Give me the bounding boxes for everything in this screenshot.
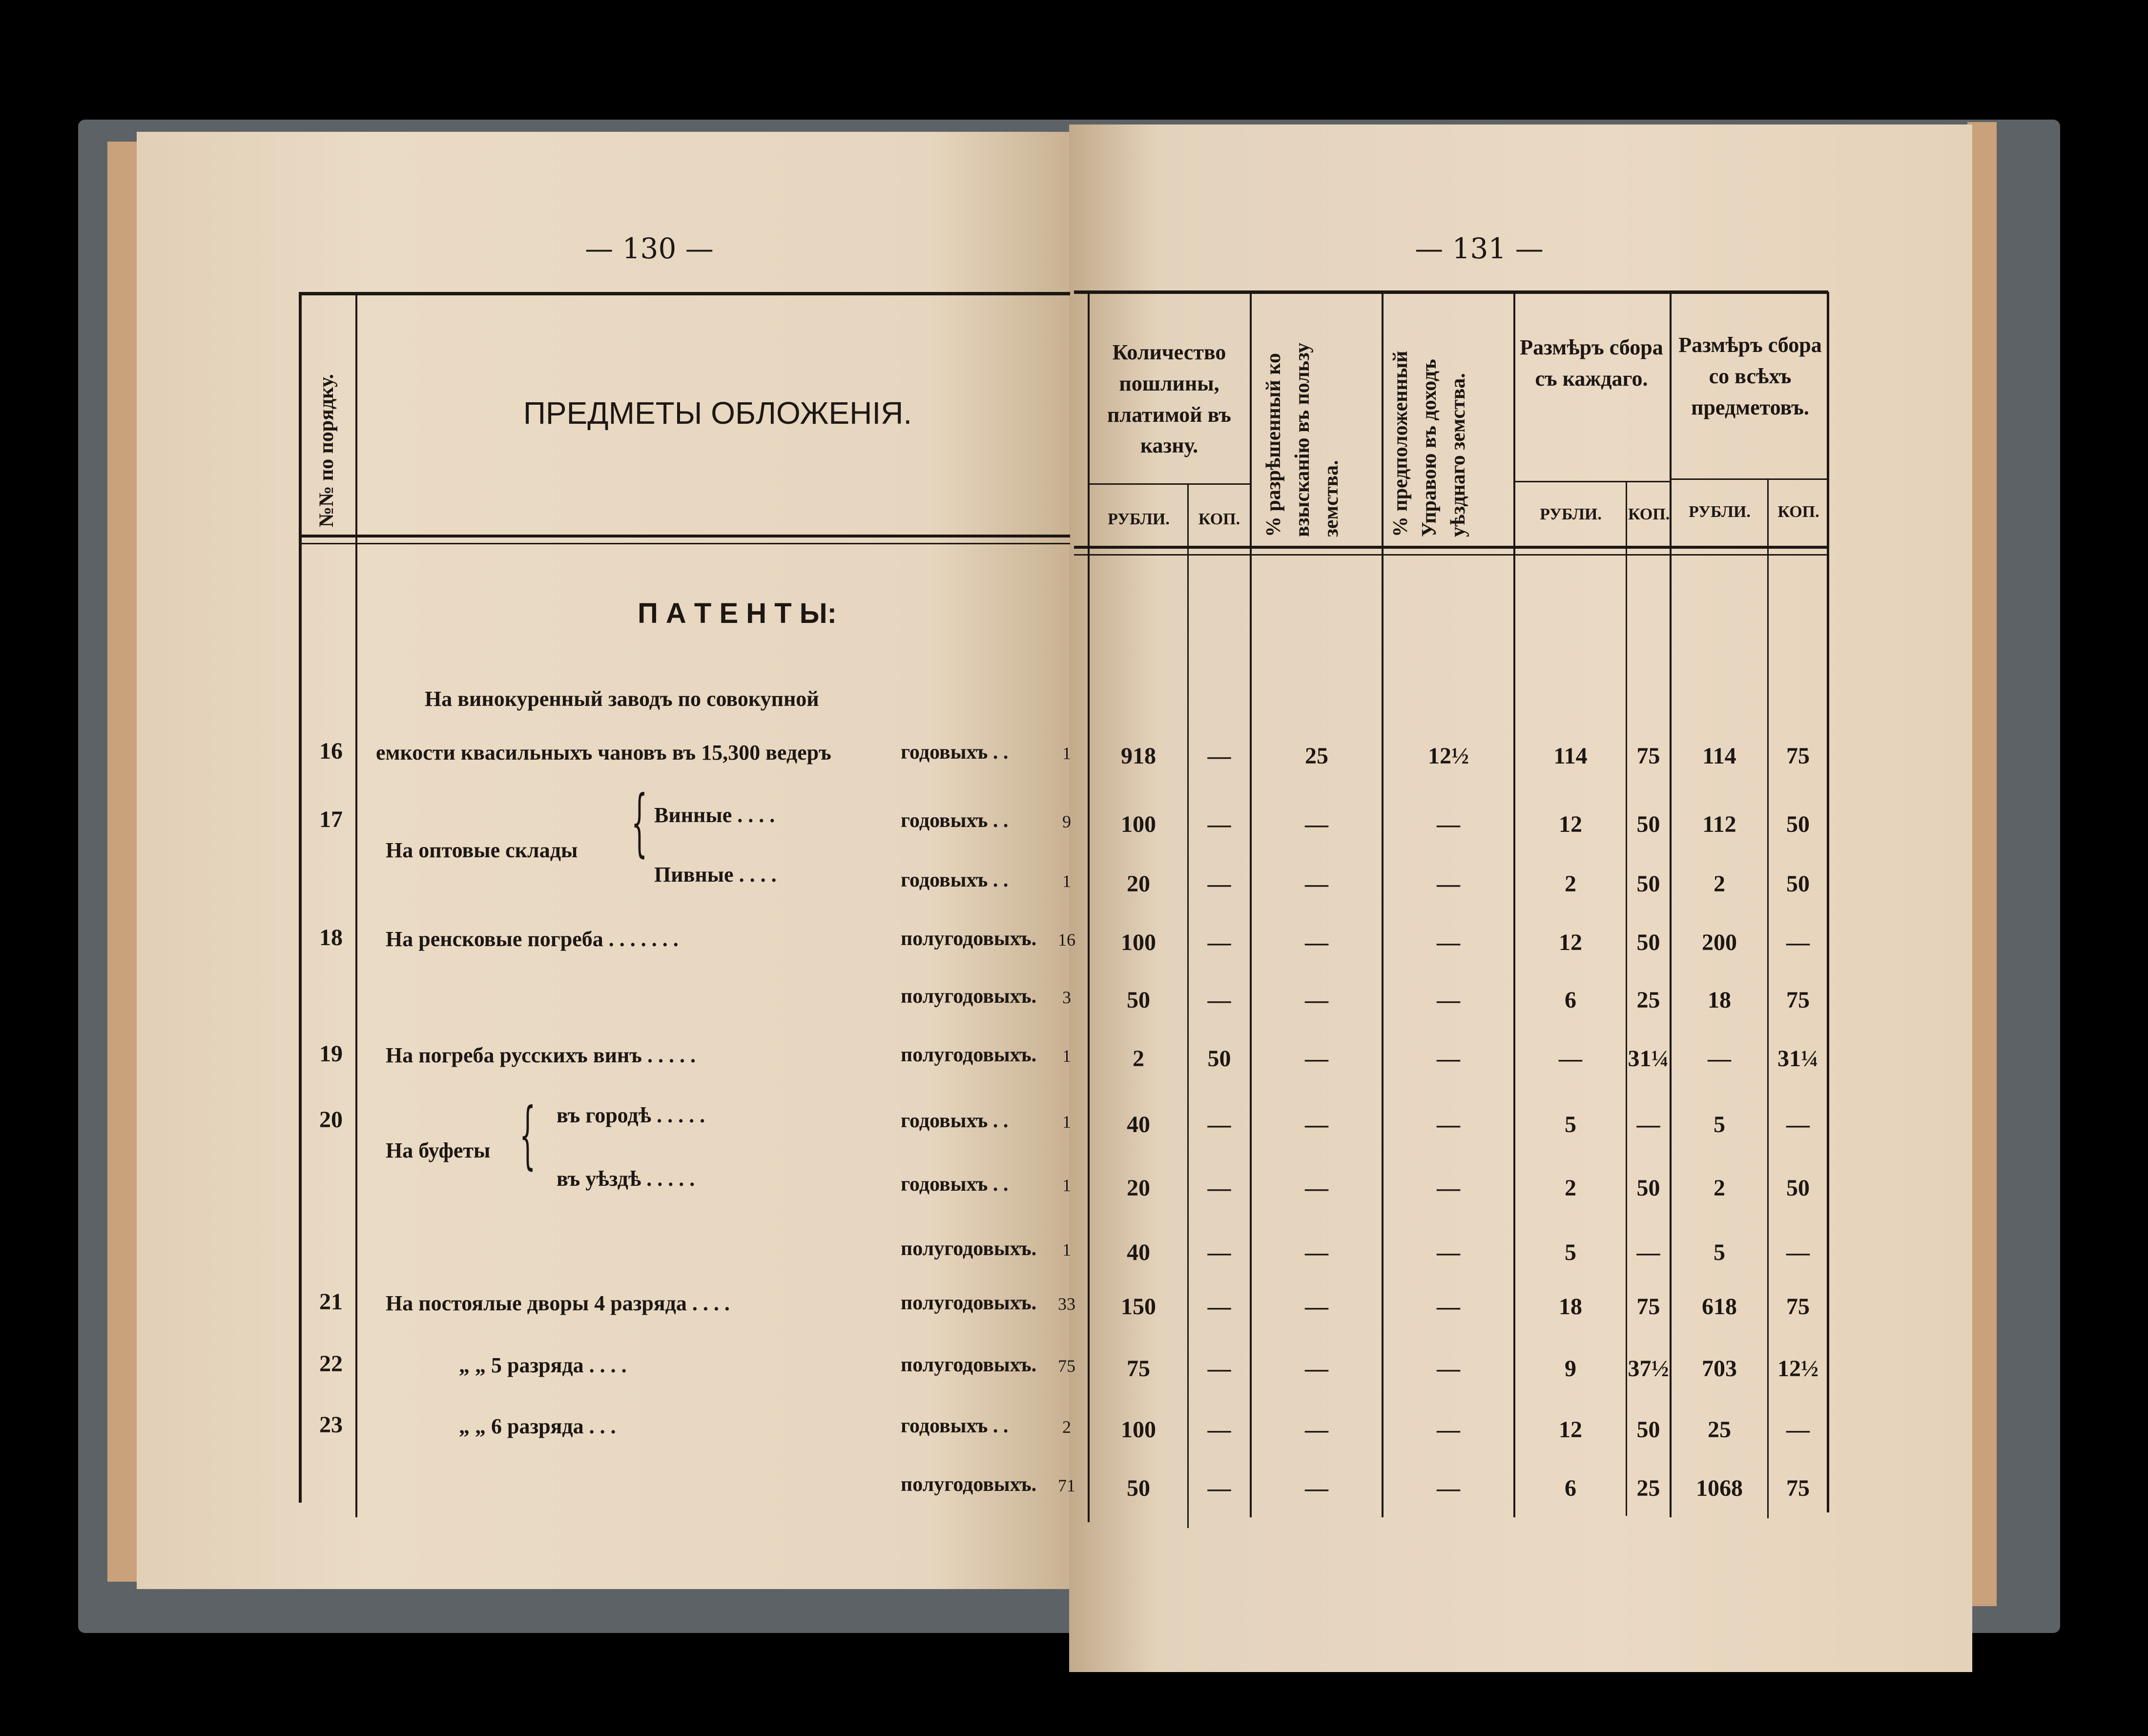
cell-all-rub: 200 <box>1702 930 1737 955</box>
cell-duty-kop: 50 <box>1207 1046 1231 1072</box>
cell-all-rub: 25 <box>1708 1417 1731 1443</box>
cell-each-kop: 50 <box>1636 871 1660 897</box>
cell-count: 3 <box>1062 988 1071 1007</box>
cell-all-kop: 75 <box>1786 987 1810 1013</box>
cell-count: 1 <box>1062 1176 1071 1195</box>
cell-pct2: — <box>1437 1112 1460 1137</box>
cell-all-kop: — <box>1786 930 1810 955</box>
cell-each-kop: 50 <box>1636 1175 1660 1201</box>
cell-pct1: — <box>1305 1294 1328 1320</box>
row-number: 21 <box>319 1289 343 1315</box>
period-label: годовыхъ . . <box>901 1415 1009 1437</box>
cell-each-rub: 12 <box>1559 811 1582 837</box>
cell-all-rub: 1068 <box>1696 1475 1743 1501</box>
cell-each-rub: — <box>1559 1046 1582 1072</box>
cell-pct2: — <box>1437 1046 1460 1072</box>
cell-each-kop: 31¼ <box>1628 1046 1669 1072</box>
left-table-top-rule <box>299 292 1070 295</box>
cell-all-kop: 75 <box>1786 1475 1810 1501</box>
cell-duty-kop: — <box>1207 930 1231 955</box>
cell-duty-rub: 150 <box>1121 1294 1156 1320</box>
row-number: 20 <box>319 1107 343 1133</box>
cell-all-kop: 75 <box>1786 743 1810 769</box>
cell-each-kop: 50 <box>1636 1417 1660 1443</box>
cell-duty-rub: 50 <box>1127 987 1150 1013</box>
cell-duty-kop: — <box>1207 743 1231 769</box>
cell-count: 33 <box>1058 1294 1075 1314</box>
cell-duty-kop: — <box>1207 811 1231 837</box>
item-label: На ренсковые погреба . . . . . . . <box>386 927 679 951</box>
header-all: Размѣръ сбора со всѣхъ предметовъ. <box>1678 333 1822 419</box>
cell-count: 9 <box>1062 812 1071 831</box>
item-label: На оптовые склады <box>386 838 578 862</box>
cell-duty-rub: 100 <box>1121 930 1156 955</box>
cell-each-kop: 25 <box>1636 1475 1660 1501</box>
cell-duty-rub: 2 <box>1133 1046 1144 1072</box>
period-label: годовыхъ . . <box>901 869 1009 891</box>
item-sublabel: въ городѣ . . . . . <box>557 1103 705 1127</box>
cell-all-rub: 112 <box>1702 811 1736 837</box>
period-label: полугодовыхъ. <box>901 985 1037 1008</box>
cell-all-rub: 2 <box>1714 1175 1725 1201</box>
item-sublabel: въ уѣздѣ . . . . . <box>557 1167 695 1191</box>
cell-duty-rub: 40 <box>1127 1240 1150 1265</box>
cell-duty-kop: — <box>1207 1112 1231 1137</box>
cell-all-rub: 618 <box>1702 1294 1737 1320</box>
header-number-column: №№ по порядку. <box>315 373 338 527</box>
right-subheader-rule-duty <box>1089 483 1250 485</box>
cell-all-rub: 114 <box>1702 743 1736 769</box>
cell-count: 16 <box>1058 930 1075 950</box>
cell-each-rub: 12 <box>1559 1417 1582 1443</box>
header-each: Размѣръ сбора съ каждаго. <box>1520 335 1663 391</box>
cell-pct2: — <box>1437 1356 1460 1382</box>
cell-each-kop: 50 <box>1636 930 1660 955</box>
row-number: 18 <box>319 925 343 951</box>
left-table-header-rule2 <box>299 543 1070 544</box>
cell-each-kop: 75 <box>1636 1294 1660 1320</box>
section-title-patents: П А Т Е Н Т Ы: <box>638 598 837 629</box>
cell-pct2: — <box>1437 1294 1460 1320</box>
cell-count: 1 <box>1062 1046 1071 1066</box>
cell-count: 1 <box>1062 744 1071 763</box>
col-rule-pct1-right <box>1382 292 1384 1517</box>
cell-pct1: — <box>1305 1240 1328 1265</box>
cell-count: 2 <box>1062 1417 1071 1437</box>
item-label: На винокуренный заводъ по совокупной <box>425 687 819 711</box>
cell-pct1: — <box>1305 1112 1328 1137</box>
cell-pct2: — <box>1437 1240 1460 1265</box>
cell-duty-kop: — <box>1207 871 1231 897</box>
cell-each-kop: 75 <box>1636 743 1660 769</box>
period-label: полугодовыхъ. <box>901 1473 1037 1496</box>
cell-pct1: — <box>1305 930 1328 955</box>
period-label: годовыхъ . . <box>901 1110 1009 1132</box>
cell-all-kop: 50 <box>1786 811 1810 837</box>
left-table-outer-rule <box>299 292 302 1503</box>
item-sublabel: Пивные . . . . <box>654 863 777 887</box>
cell-duty-rub: 20 <box>1127 871 1150 897</box>
cell-all-kop: 12½ <box>1777 1356 1818 1382</box>
col-rule-all-right <box>1827 292 1829 1512</box>
cell-all-kop: — <box>1786 1240 1810 1265</box>
cell-each-rub: 12 <box>1559 930 1582 955</box>
col-rule-duty-right <box>1250 292 1252 1517</box>
cell-pct2: — <box>1437 1417 1460 1443</box>
cell-each-rub: 5 <box>1565 1112 1576 1137</box>
left-table-num-rule <box>355 292 357 1517</box>
cell-pct1: — <box>1305 1475 1328 1501</box>
cell-duty-rub: 20 <box>1127 1175 1150 1201</box>
period-label: полугодовыхъ. <box>901 1354 1037 1376</box>
cell-all-rub: — <box>1708 1046 1731 1072</box>
brace-buffets: { <box>519 1093 536 1178</box>
cell-all-rub: 5 <box>1714 1112 1725 1137</box>
cell-all-kop: 50 <box>1786 1175 1810 1201</box>
cell-count: 71 <box>1058 1476 1075 1495</box>
cell-all-kop: — <box>1786 1112 1810 1137</box>
cell-pct2: — <box>1437 811 1460 837</box>
cell-count: 1 <box>1062 871 1071 891</box>
period-label: годовыхъ . . <box>901 1173 1009 1196</box>
header-each-kop: КОП. <box>1628 505 1670 523</box>
cell-duty-rub: 50 <box>1127 1475 1150 1501</box>
cell-count: 1 <box>1062 1240 1071 1260</box>
cell-duty-rub: 918 <box>1121 743 1156 769</box>
cell-duty-kop: — <box>1207 1294 1231 1320</box>
item-label: На буфеты <box>386 1138 491 1162</box>
cell-all-kop: 75 <box>1786 1294 1810 1320</box>
period-label: полугодовыхъ. <box>901 928 1037 950</box>
cell-each-rub: 6 <box>1565 1475 1576 1501</box>
header-items: ПРЕДМЕТЫ ОБЛОЖЕНІЯ. <box>523 395 912 431</box>
cell-each-rub: 2 <box>1565 871 1576 897</box>
cell-pct2: — <box>1437 1175 1460 1201</box>
cell-count: 75 <box>1058 1356 1075 1376</box>
right-page-number: — 131 — <box>1415 232 1544 265</box>
cell-pct1: — <box>1305 987 1328 1013</box>
cell-each-kop: 50 <box>1636 811 1660 837</box>
cell-duty-kop: — <box>1207 1240 1231 1265</box>
cell-each-rub: 18 <box>1559 1294 1582 1320</box>
cell-pct1: — <box>1305 1175 1328 1201</box>
header-all-kop: КОП. <box>1777 503 1819 521</box>
cell-pct1: — <box>1305 1046 1328 1072</box>
cell-each-kop: — <box>1636 1240 1660 1265</box>
header-all-rub: РУБЛИ. <box>1689 503 1751 521</box>
item-label: На погреба русскихъ винъ . . . . . <box>386 1043 696 1067</box>
period-label: годовыхъ . . <box>901 809 1009 832</box>
left-page-number: — 130 — <box>585 232 714 265</box>
item-label: На постоялые дворы 4 разряда . . . . <box>386 1291 730 1315</box>
cell-duty-rub: 40 <box>1127 1112 1150 1137</box>
cell-all-kop: — <box>1786 1417 1810 1443</box>
header-pct-allowed: % разрѣшенный ко взысканію въ пользу земства. <box>1262 342 1342 537</box>
cell-pct1: — <box>1305 811 1328 837</box>
cell-each-rub: 5 <box>1565 1240 1576 1265</box>
item-label: „ „ 6 разряда . . . <box>459 1414 616 1438</box>
row-number: 22 <box>319 1351 343 1377</box>
cell-pct1: — <box>1305 1417 1328 1443</box>
header-each-rub: РУБЛИ. <box>1540 505 1602 523</box>
cell-each-kop: — <box>1636 1112 1660 1137</box>
cell-all-kop: 50 <box>1786 871 1810 897</box>
cell-duty-rub: 75 <box>1127 1356 1150 1382</box>
right-table-top-rule <box>1074 290 1828 294</box>
row-number: 23 <box>319 1412 343 1438</box>
cell-each-kop: 37½ <box>1628 1356 1669 1382</box>
cell-pct2: 12½ <box>1428 743 1469 769</box>
row-number: 16 <box>319 738 343 764</box>
header-duty: Количество пошлины, платимой въ казну. <box>1107 340 1231 458</box>
col-rule-pct2-right <box>1513 292 1515 1517</box>
header-pct-proposed: % предположенный Управою въ доходъ уѣзднаго земства. <box>1389 351 1469 537</box>
cell-duty-rub: 100 <box>1121 811 1156 837</box>
right-subheader-rule-all <box>1670 478 1828 480</box>
cell-pct1: 25 <box>1305 743 1328 769</box>
cell-each-rub: 9 <box>1565 1356 1576 1382</box>
item-sublabel: Винные . . . . <box>654 803 775 827</box>
cell-duty-rub: 100 <box>1121 1417 1156 1443</box>
cell-each-rub: 2 <box>1565 1175 1576 1201</box>
cell-count: 1 <box>1062 1112 1071 1132</box>
cell-pct2: — <box>1437 1475 1460 1501</box>
item-label: „ „ 5 разряда . . . . <box>459 1353 627 1377</box>
cell-duty-kop: — <box>1207 1356 1231 1382</box>
cell-each-kop: 25 <box>1636 987 1660 1013</box>
period-label: годовыхъ . . <box>901 741 1009 764</box>
cell-pct1: — <box>1305 871 1328 897</box>
row-number: 17 <box>319 806 343 832</box>
period-label: полугодовыхъ. <box>901 1292 1037 1314</box>
cell-each-rub: 6 <box>1565 987 1576 1013</box>
right-subheader-rule-each <box>1513 481 1670 482</box>
cell-duty-kop: — <box>1207 1417 1231 1443</box>
period-label: полугодовыхъ. <box>901 1238 1037 1260</box>
cell-each-rub: 114 <box>1553 743 1588 769</box>
cell-pct2: — <box>1437 871 1460 897</box>
cell-pct1: — <box>1305 1356 1328 1382</box>
col-rule-duty-left <box>1088 292 1090 1522</box>
cell-all-rub: 5 <box>1714 1240 1725 1265</box>
header-duty-kop: КОП. <box>1198 510 1240 528</box>
row-number: 19 <box>319 1041 343 1067</box>
cell-all-kop: 31¼ <box>1777 1046 1818 1072</box>
cell-all-rub: 2 <box>1714 871 1725 897</box>
header-duty-rub: РУБЛИ. <box>1108 510 1170 528</box>
period-label: полугодовыхъ. <box>901 1044 1037 1066</box>
cell-duty-kop: — <box>1207 1175 1231 1201</box>
cell-duty-kop: — <box>1207 1475 1231 1501</box>
cell-duty-kop: — <box>1207 987 1231 1013</box>
cell-all-rub: 18 <box>1708 987 1731 1013</box>
item-label-continued: емкости квасильныхъ чановъ въ 15,300 ведеръ <box>376 741 831 765</box>
cell-pct2: — <box>1437 930 1460 955</box>
cell-all-rub: 703 <box>1702 1356 1737 1382</box>
col-rule-each-right <box>1670 292 1672 1517</box>
brace-warehouses: { <box>631 780 648 865</box>
left-table-header-rule <box>299 535 1070 537</box>
cell-pct2: — <box>1437 987 1460 1013</box>
